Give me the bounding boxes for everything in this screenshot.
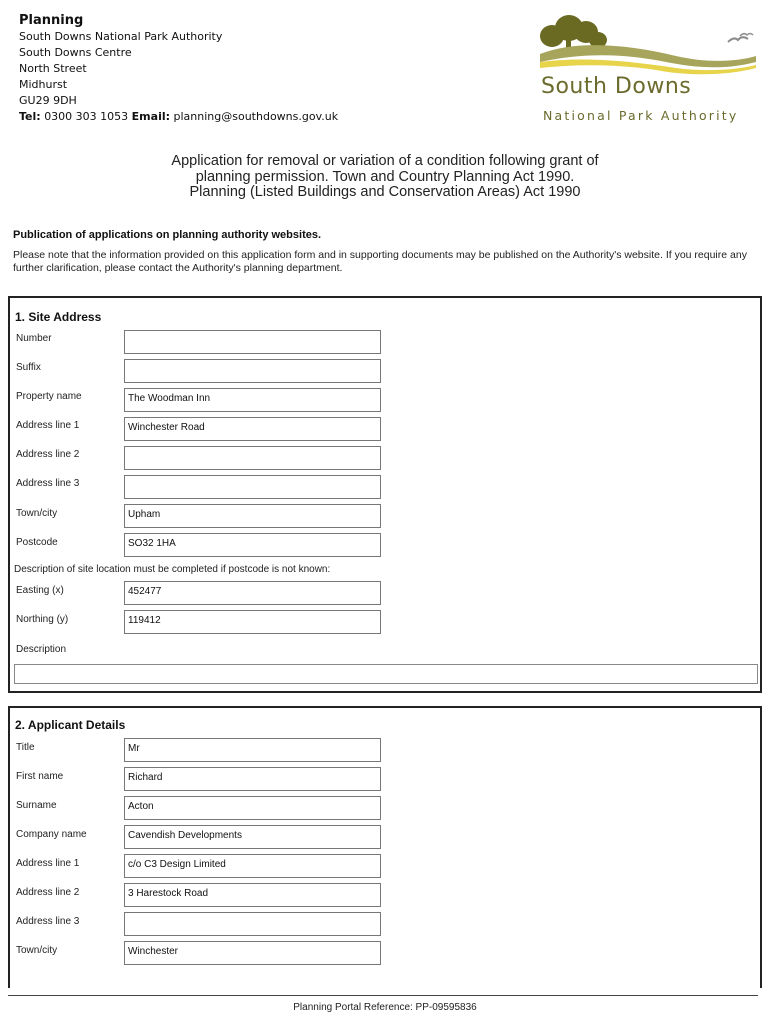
site-address-section xyxy=(8,296,762,693)
address-line-1-field[interactable]: Winchester Road xyxy=(124,417,381,441)
property-name-field[interactable]: The Woodman Inn xyxy=(124,388,381,412)
field-label: Title xyxy=(16,742,35,753)
field-label: Address line 3 xyxy=(16,478,80,489)
postcode-field[interactable]: SO32 1HA xyxy=(124,533,381,557)
tel-value: 0300 303 1053 xyxy=(44,110,129,123)
email-value: planning@southdowns.gov.uk xyxy=(173,110,339,123)
northing-field[interactable]: 119412 xyxy=(124,610,381,634)
footer-divider xyxy=(8,995,758,996)
field-label: Postcode xyxy=(16,537,58,548)
field-label: Property name xyxy=(16,391,82,402)
field-label: Northing (y) xyxy=(16,614,69,625)
section-title: 2. Applicant Details xyxy=(15,718,126,732)
title-line: Application for removal or variation of a condition following grant of xyxy=(171,153,599,169)
form-title xyxy=(100,154,670,201)
town-city-field[interactable]: Upham xyxy=(124,504,381,528)
field-label: Suffix xyxy=(16,362,41,373)
first-name-field[interactable]: Richard xyxy=(124,767,381,791)
field-label: Address line 3 xyxy=(16,916,80,927)
portal-reference: Planning Portal Reference: PP-09595836 xyxy=(293,1002,477,1013)
address-line: South Downs Centre xyxy=(19,46,132,59)
email-label: Email: xyxy=(131,110,171,123)
field-label: Address line 1 xyxy=(16,420,80,431)
field-label: Town/city xyxy=(16,508,58,519)
address-line: GU29 9DH xyxy=(19,94,77,107)
contact-line xyxy=(19,109,338,125)
address-line: South Downs National Park Authority xyxy=(19,30,223,43)
applicant-details-section xyxy=(8,706,762,988)
authority-address-block xyxy=(19,12,338,125)
applicant-address-line-2-field[interactable]: 3 Harestock Road xyxy=(124,883,381,907)
field-label: Address line 2 xyxy=(16,449,80,460)
field-label: First name xyxy=(16,771,64,782)
header-title: Planning xyxy=(19,13,84,28)
field-label: Town/city xyxy=(16,945,58,956)
field-label: Address line 1 xyxy=(16,858,80,869)
address-line: North Street xyxy=(19,62,87,75)
location-note: Description of site location must be completed if postcode is not known: xyxy=(14,564,331,575)
title-line: planning permission. Town and Country Planning Act 1990. xyxy=(195,168,575,185)
publication-text: Please note that the information provided on this application form and in supporting documents may be published on the Authority's website. If you require any further clarification, please contact the Authority's planning department. xyxy=(13,249,747,274)
publication-heading: Publication of applications on planning authority websites. xyxy=(13,229,322,241)
south-downs-logo xyxy=(536,10,766,128)
section-title: 1. Site Address xyxy=(15,310,102,324)
field-label: Easting (x) xyxy=(16,585,64,596)
applicant-town-city-field[interactable]: Winchester xyxy=(124,941,381,965)
field-label: Number xyxy=(16,333,52,344)
address-line-3-field[interactable] xyxy=(124,475,381,499)
address-line: Midhurst xyxy=(19,78,68,91)
easting-field[interactable]: 452477 xyxy=(124,581,381,605)
field-label: Surname xyxy=(16,800,57,811)
applicant-address-line-1-field[interactable]: c/o C3 Design Limited xyxy=(124,854,381,878)
suffix-field[interactable] xyxy=(124,359,381,383)
address-line-2-field[interactable] xyxy=(124,446,381,470)
title-field[interactable]: Mr xyxy=(124,738,381,762)
field-label: Address line 2 xyxy=(16,887,80,898)
field-label: Description xyxy=(16,644,67,655)
title-line: Planning (Listed Buildings and Conservation Areas) Act 1990 xyxy=(189,184,581,200)
company-name-field[interactable]: Cavendish Developments xyxy=(124,825,381,849)
logo-subtitle: National Park Authority xyxy=(543,108,739,123)
tel-label: Tel: xyxy=(19,110,41,123)
logo-name: South Downs xyxy=(541,74,692,99)
applicant-address-line-3-field[interactable] xyxy=(124,912,381,936)
description-field[interactable] xyxy=(14,664,758,684)
field-label: Company name xyxy=(16,829,87,840)
logo-graphic xyxy=(536,10,766,80)
number-field[interactable] xyxy=(124,330,381,354)
surname-field[interactable]: Acton xyxy=(124,796,381,820)
